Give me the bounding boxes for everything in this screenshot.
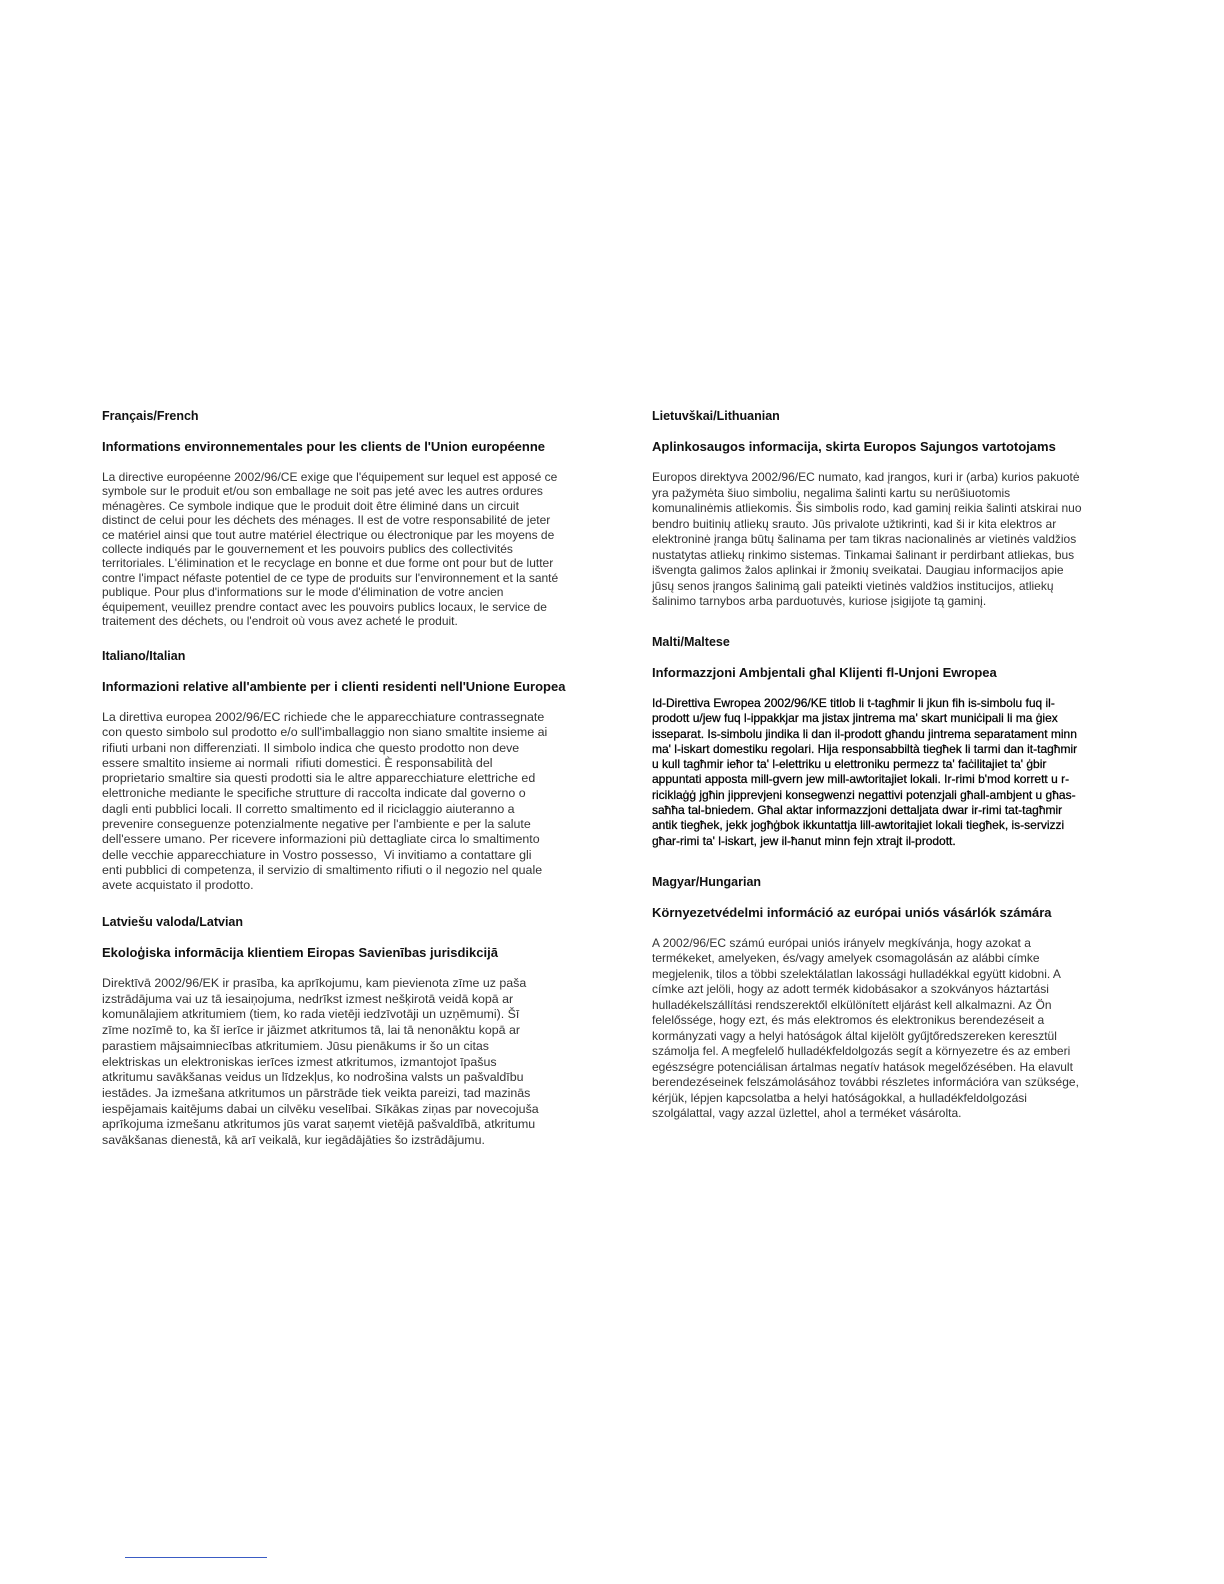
paragraph-line: għar-rimi ta' l-iskart, jew il-ħanut minn fejn xtrajt il-prodott. <box>652 833 956 848</box>
section-title: Malti/Maltese <box>652 635 730 649</box>
paragraph-line: kormányzati vagy a helyi hatóságok által kijelölt gyűjtőredszereken keresztül <box>652 1028 1057 1043</box>
section-title: Latviešu valoda/Latvian <box>102 915 244 929</box>
paragraph-line: felelőssége, hogy ezt, és más elektromos és elektronikus berendezéseit a <box>652 1013 1045 1028</box>
paragraph-line: termékeket, amelyeken, és/vagy amelyek csomagolásán az alábbi címke <box>652 951 1040 966</box>
paragraph-line: išvengta galimos žalos aplinkai ir žmonių sveikatai. Daugiau informacijos apie <box>652 563 1064 577</box>
paragraph-line: kérjük, lépjen kapcsolatba a helyi hatóságokkal, a hulladékfeldolgozási <box>652 1090 1027 1105</box>
section-subtitle: Ekoloģiska informācija klientiem Eiropas Savienības jurisdikcijā <box>102 945 498 960</box>
paragraph-line: avete acquistato il prodotto. <box>102 878 254 893</box>
paragraph-line: La directive européenne 2002/96/CE exige que l'équipement sur lequel est apposé ce <box>102 470 558 484</box>
paragraph-line: nustatytas atliekų rinkimo sistemas. Tinkamai šalinant ir perdirbant atliekas, bus <box>652 547 1075 562</box>
paragraph-line: dell'essere umano. Per ricevere informazioni più dettagliate circa lo smaltimento <box>102 832 540 847</box>
paragraph-line: elektriskas un elektroniskas ierīces izmest atkritumos, izmantojot īpašus <box>102 1054 497 1069</box>
paragraph-line: prodott u/jew fuq l-ippakkjar ma jistax jintrema ma' skart muniċipali li ma ġiex <box>652 711 1058 726</box>
section-french <box>102 408 602 628</box>
section-paragraph <box>102 470 602 628</box>
paragraph-line: saħħa tal-bniedem. Għal aktar informazzjoni dettaljata dwar ir-rimi tat-tagħmir <box>652 803 1063 818</box>
paragraph-line: aprīkojuma izmešanu atkritumos jūs varat saņemt vietējā pašvaldībā, atkritumu <box>102 1117 536 1132</box>
paragraph-line: delle vecchie apparecchiature in Vostro possesso, Vi invitiamo a contattare gli <box>102 847 532 862</box>
section-paragraph <box>652 470 1152 610</box>
paragraph-line: berendezéseinek felszámolásához további részletes információra van szüksége, <box>652 1075 1079 1090</box>
paragraph-line: essere smaltito insieme ai normali rifiuti domestici. È responsabilità del <box>102 755 493 770</box>
section-title: Magyar/Hungarian <box>652 875 762 889</box>
paragraph-line: équipement, veuillez prendre contact avec les pouvoirs publics locaux, le service de <box>102 599 547 614</box>
section-paragraph <box>652 936 1152 1121</box>
paragraph-line: bendro buitinių atliekų srauto. Jūs privalote užtikrinti, kad ši ir kita elektros ar <box>652 516 1057 531</box>
paragraph-line: u kull tagħmir ieħor ta' l-elettriku u elettroniku permezz ta' faċilitajiet ta' ġbir <box>652 757 1047 772</box>
section-title: Français/French <box>102 409 199 423</box>
paragraph-line: zīme nozīmē to, ka šī ierīce ir jāizmet atkritumos tā, lai tā nenonāktu kopā ar <box>102 1023 521 1038</box>
paragraph-line: contre l'impact néfaste potentiel de ce type de produits sur l'environnement et la santé <box>102 570 559 585</box>
paragraph-line: collecte indiqués par le gouvernement et les pouvoirs publics des collectivités <box>102 542 513 557</box>
paragraph-line: atkritumu savākšanas veidus un līdzekļus, ko nodrošina valsts un pašvaldību <box>102 1070 524 1085</box>
paragraph-line: antik tiegħek, jekk jogħġbok ikkuntattja lill-awtoritajiet lokali tiegħek, is-servizzi <box>652 818 1065 833</box>
paragraph-line: Direktīvā 2002/96/EK ir prasība, ka aprīkojumu, kam pievienota zīme uz paša <box>102 976 527 990</box>
section-subtitle: Informazioni relative all'ambiente per i clienti residenti nell'Unione Europea <box>102 679 566 694</box>
paragraph-line: isseparat. Is-simbolu jindika li dan il-prodott għandu jintrema separatament minn <box>652 726 1077 741</box>
paragraph-line: Id-Direttiva Ewropea 2002/96/KE titlob li t-tagħmir li jkun fih is-simbolu fuq il- <box>652 696 1055 710</box>
paragraph-line: jūsų senos įrangos šalinimą gali pateikti vietinės valdžios institucijos, atliekų <box>652 578 1054 593</box>
paragraph-line: dagli enti pubblici locali. Il corretto smaltimento ed il riciclaggio aiuteranno a <box>102 801 515 816</box>
paragraph-line: A 2002/96/EC számú európai uniós irányelv megkívánja, hogy azokat a <box>652 936 1031 950</box>
paragraph-line: komunālajiem atkritumiem (tiem, ko rada vietēji iedzīvotāji un uzņēmumi). Šī <box>102 1007 520 1022</box>
paragraph-line: symbole sur le produit et/ou son emballage ne soit pas jeté avec les autres ordures <box>102 484 543 499</box>
paragraph-line: elektroninė įranga būtų šalinama per tam tikras nacionalinės ar vietinės valdžios <box>652 532 1077 546</box>
paragraph-line: címke azt jelöli, hogy az adott termék kidobásakor a szokványos háztartási <box>652 982 1049 997</box>
paragraph-line: egészségre potenciálisan ártalmas negatív hatások megelőzésében. Ha elavult <box>652 1059 1073 1074</box>
paragraph-line: publique. Pour plus d'informations sur le mode d'élimination de votre ancien <box>102 585 504 600</box>
paragraph-line: iespējamais kaitējums dabai un cilvēku veselībai. Sīkākas ziņas par novecojuša <box>102 1101 539 1116</box>
section-title: Lietuvškai/Lithuanian <box>652 409 780 423</box>
paragraph-line: ménagères. Ce symbole indique que le produit doit être éliminé dans un circuit <box>102 498 519 513</box>
paragraph-line: appuntati apposta mill-gvern jew mill-awtoritajiet lokali. Ir-rimi b'mod korrett u r- <box>652 772 1070 787</box>
paragraph-line: con questo simbolo sul prodotto e/o sull'imballaggio non siano smaltite insieme ai <box>102 725 548 740</box>
section-lithuanian <box>652 408 1152 610</box>
paragraph-line: šalinimo tarnybos arba parduotuvės, kuriose įsigijote tą gaminį. <box>652 594 987 608</box>
paragraph-line: ce matériel ainsi que tout autre matériel électrique ou électronique par les moyens de <box>102 527 555 542</box>
section-subtitle: Aplinkosaugos informacija, skirta Europos Sajungos vartotojams <box>652 439 1056 454</box>
paragraph-line: komunalinėmis atliekomis. Šis simbolis rodo, kad gaminį reikia šalinti atskirai nuo <box>652 501 1082 515</box>
paragraph-line: La direttiva europea 2002/96/EC richiede che le apparecchiature contrassegnate <box>102 710 545 724</box>
section-paragraph <box>652 696 1152 849</box>
paragraph-line: riciklaġġ jgħin jipprevjeni konsegwenzi negattivi potenzjali għall-ambjent u għas- <box>652 787 1076 802</box>
paragraph-line: prevenire conseguenze potenzialmente negative per l'ambiente e per la salute <box>102 817 531 832</box>
paragraph-line: distinct de celui pour les déchets des ménages. Il est de votre responsabilité de jeter <box>102 513 551 528</box>
section-italian <box>102 648 602 894</box>
paragraph-line: rifiuti urbani non differenziati. Il simbolo indica che questo prodotto non deve <box>102 740 520 755</box>
paragraph-line: enti pubblici di competenza, il servizio di smaltimento rifiuti o il negozio nel quale <box>102 862 543 877</box>
paragraph-line: yra pažymėta šiuo simboliu, negalima šalinti kartu su nerūšiuotomis <box>652 485 1011 500</box>
section-subtitle: Informazzjoni Ambjentali għal Klijenti fl-Unjoni Ewropea <box>652 665 997 680</box>
section-subtitle: Informations environnementales pour les clients de l'Union européenne <box>102 439 546 454</box>
paragraph-line: hulladékelszállítási rendszerektől elkülönített eljárást kell alkalmazni. Az Ön <box>652 997 1052 1012</box>
paragraph-line: szolgálattal, vagy azzal üzlettel, ahol a terméket vásárolta. <box>652 1105 962 1120</box>
section-title: Italiano/Italian <box>102 649 186 663</box>
section-hungarian <box>652 874 1152 1121</box>
footnote-separator-rule <box>125 1557 267 1558</box>
section-paragraph <box>102 976 602 1149</box>
paragraph-line: traitement des déchets, ou l'endroit où vous avez acheté le produit. <box>102 614 458 629</box>
paragraph-line: proprietario smaltire sia questi prodotti sia le altre apparecchiature elettriche ed <box>102 771 536 786</box>
paragraph-line: Europos direktyva 2002/96/EC numato, kad įrangos, kuri ir (arba) kurios pakuotė <box>652 470 1080 484</box>
paragraph-line: ma' l-iskart domestiku regolari. Hija responsabbiltà tiegħek li tarmi dan it-tagħmir <box>652 741 1078 756</box>
section-paragraph <box>102 710 602 894</box>
section-latvian <box>102 914 602 1149</box>
paragraph-line: territoriales. L'élimination et le recyclage en bonne et due forme ont pour but de lutter <box>102 556 554 571</box>
paragraph-line: elettroniche mediante le specifiche strutture di raccolta indicate dal governo o <box>102 786 526 801</box>
section-maltese <box>652 634 1152 849</box>
paragraph-line: megjelenik, tilos a többi szelektálatlan lakossági hulladékkal együtt kidobni. A <box>652 966 1061 981</box>
paragraph-line: iestādes. Ja izmešana atkritumos un pārstrāde tiek veikta pareizi, tad mazinās <box>102 1085 531 1100</box>
paragraph-line: savākšanas dienestā, kā arī veikalā, kur iegādājāties šo izstrādājumu. <box>102 1133 485 1148</box>
paragraph-line: számolja fel. A megfelelő hulladékfeldolgozás segít a környezetre és az emberi <box>652 1044 1071 1059</box>
section-subtitle: Környezetvédelmi információ az európai uniós vásárlók számára <box>652 905 1052 920</box>
paragraph-line: izstrādājuma vai uz tā iesaiņojuma, nedrīkst izmest nešķirotā veidā kopā ar <box>102 991 514 1006</box>
paragraph-line: parastiem mājsaimniecības atkritumiem. Jūsu pienākums ir šo un citas <box>102 1038 490 1053</box>
